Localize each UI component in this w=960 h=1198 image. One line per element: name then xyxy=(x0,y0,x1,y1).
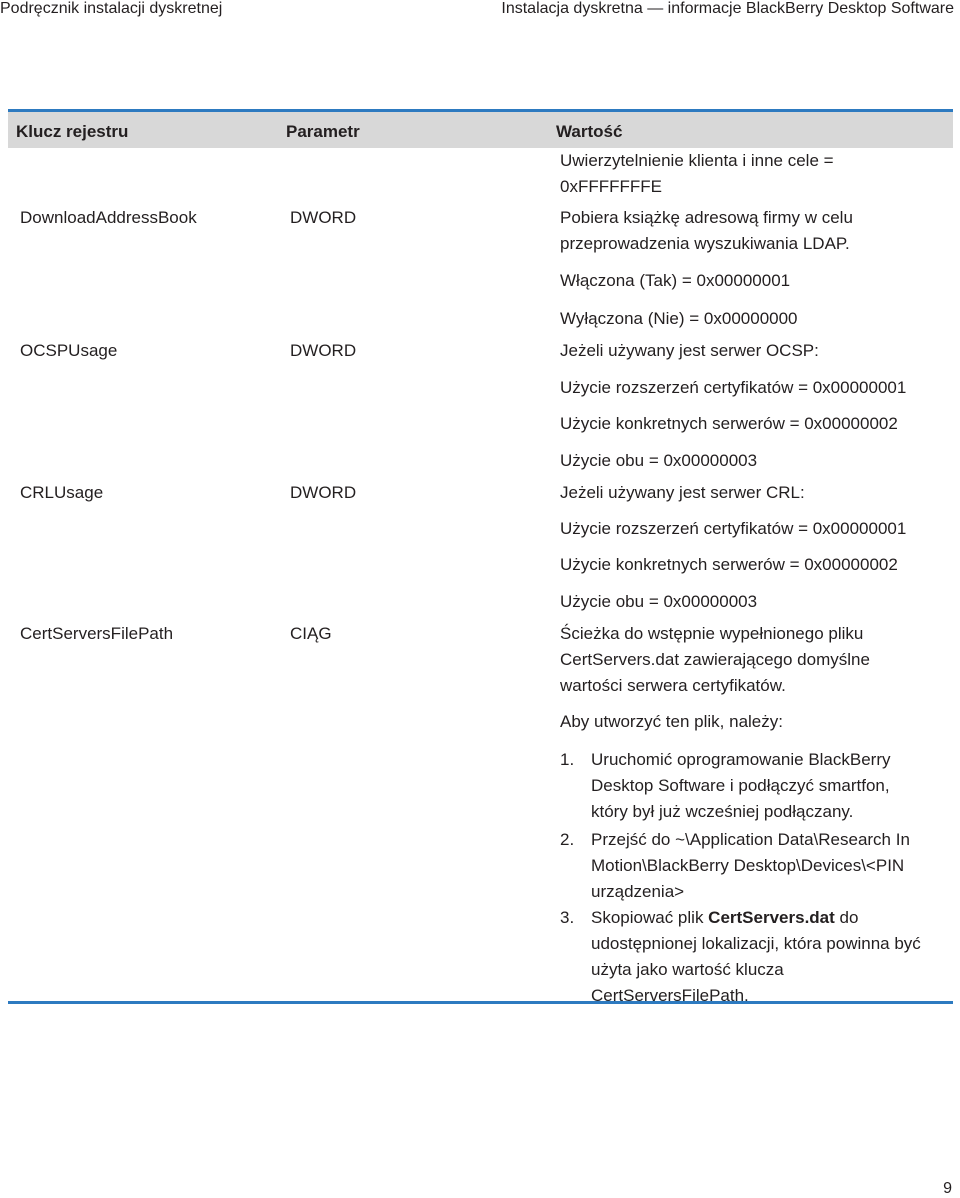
list-item-text xyxy=(591,905,858,931)
table-header-row xyxy=(8,112,953,148)
table-cell-value: przeprowadzenia wyszukiwania LDAP. xyxy=(560,234,850,253)
list-number: 1. xyxy=(560,750,575,769)
table-cell-value: Użycie konkretnych serwerów = 0x00000002 xyxy=(560,414,898,433)
list-item-text: Uruchomić oprogramowanie BlackBerry xyxy=(591,750,891,769)
list-item-text: Desktop Software i podłączyć smartfon, xyxy=(591,776,890,795)
table-cell-value: wartości serwera certyfikatów. xyxy=(560,676,786,695)
registry-table xyxy=(8,109,953,1004)
list-item-text-run: Skopiować plik xyxy=(591,908,709,927)
table-cell-value: Użycie obu = 0x00000003 xyxy=(560,451,758,470)
list-item-text: CertServersFilePath. xyxy=(591,986,749,1005)
column-header-value: Wartość xyxy=(556,122,623,141)
list-item-text: który był już wcześniej podłączany. xyxy=(591,802,854,821)
table-cell-value: Jeżeli używany jest serwer OCSP: xyxy=(560,341,819,360)
table-cell-param: DWORD xyxy=(290,341,357,360)
list-item-text-run: do xyxy=(834,908,859,927)
table-cell-value: Pobiera książkę adresową firmy w celu xyxy=(560,208,853,227)
running-header-left: Podręcznik instalacji dyskretnej xyxy=(0,0,223,17)
list-item-text: Motion\BlackBerry Desktop\Devices\<PIN xyxy=(591,856,905,875)
list-item-text: udostępnionej lokalizacji, która powinna być xyxy=(591,934,921,953)
table-cell-param: DWORD xyxy=(290,208,357,227)
table-cell-value: Użycie rozszerzeń certyfikatów = 0x00000001 xyxy=(560,378,907,397)
table-cell-key: OCSPUsage xyxy=(20,341,118,360)
table-cell-value: Ścieżka do wstępnie wypełnionego pliku xyxy=(560,624,864,643)
column-header-key: Klucz rejestru xyxy=(16,122,129,141)
file-name-bold: CertServers.dat xyxy=(708,908,835,927)
table-cell-value: Uwierzytelnienie klienta i inne cele = xyxy=(560,151,834,170)
table-cell-key: DownloadAddressBook xyxy=(20,208,197,227)
table-cell-value: Aby utworzyć ten plik, należy: xyxy=(560,712,783,731)
table-cell-value: Użycie rozszerzeń certyfikatów = 0x00000001 xyxy=(560,519,907,538)
running-header-right: Instalacja dyskretna — informacje BlackBerry Desktop Software xyxy=(501,0,954,17)
table-cell-key: CertServersFilePath xyxy=(20,624,174,643)
table-cell-value: Wyłączona (Nie) = 0x00000000 xyxy=(560,309,798,328)
table-cell-value: Użycie konkretnych serwerów = 0x00000002 xyxy=(560,555,898,574)
table-cell-value: Użycie obu = 0x00000003 xyxy=(560,592,758,611)
table-cell-param: DWORD xyxy=(290,483,357,502)
list-item-text: użyta jako wartość klucza xyxy=(591,960,784,979)
table-cell-value: 0xFFFFFFFE xyxy=(560,177,662,196)
page-number: 9 xyxy=(943,1180,952,1197)
table-cell-value: CertServers.dat zawierającego domyślne xyxy=(560,650,870,669)
column-header-param: Parametr xyxy=(286,122,360,141)
list-number: 2. xyxy=(560,830,575,849)
table-cell-param: CIĄG xyxy=(290,624,332,643)
list-number: 3. xyxy=(560,908,575,927)
list-item-text: Przejść do ~\Application Data\Research In xyxy=(591,830,910,849)
list-item-text: urządzenia> xyxy=(591,882,685,901)
table-cell-value: Jeżeli używany jest serwer CRL: xyxy=(560,483,805,502)
table-cell-value: Włączona (Tak) = 0x00000001 xyxy=(560,271,791,290)
table-cell-key: CRLUsage xyxy=(20,483,104,502)
table-body xyxy=(8,148,953,1005)
